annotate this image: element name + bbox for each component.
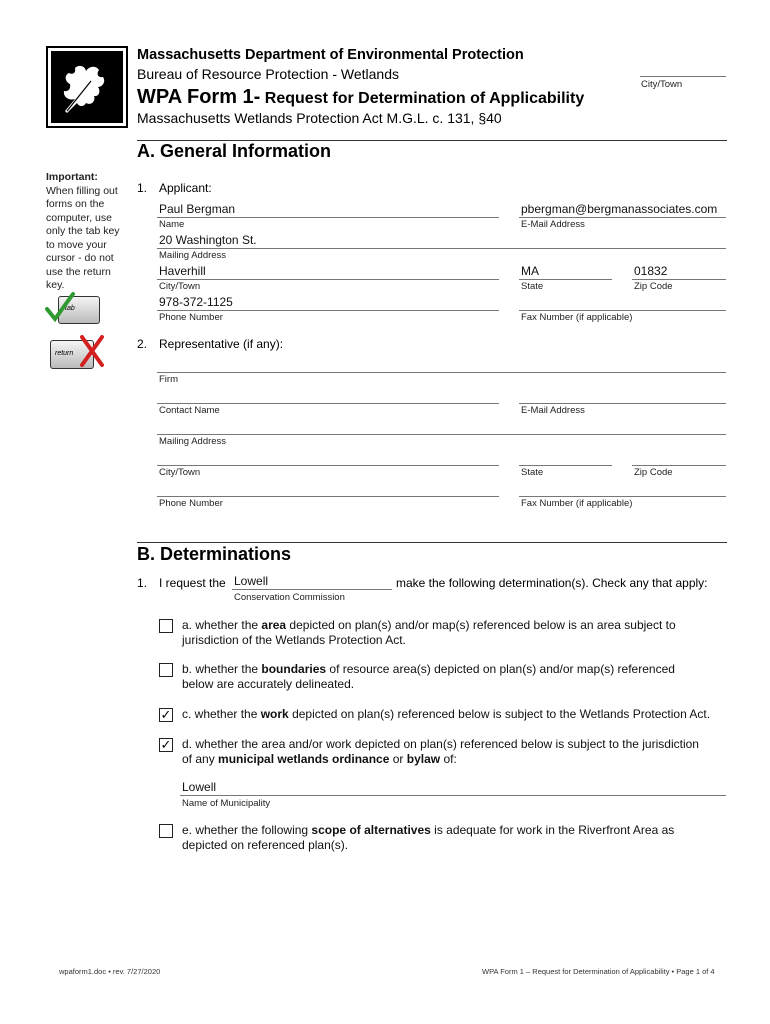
rep-email-label: E-Mail Address: [521, 405, 585, 416]
footer-right: WPA Form 1 – Request for Determination of Applicability • Page 1 of 4: [482, 967, 715, 976]
oak-leaf-icon: [51, 51, 123, 123]
important-line: forms on the: [46, 198, 105, 210]
request-suffix: make the following determination(s). Check any that apply:: [396, 576, 708, 590]
footer-left: wpaform1.doc • rev. 7/27/2020: [59, 967, 161, 976]
bureau-name: Bureau of Resource Protection - Wetlands: [137, 66, 399, 82]
important-line: computer, use: [46, 211, 112, 224]
applicant-zip-label: Zip Code: [634, 281, 673, 292]
checkmark-icon: ✓: [160, 707, 172, 722]
important-line: only the tab key: [46, 225, 120, 237]
rep-contact-line[interactable]: [157, 403, 499, 404]
form-title: WPA Form 1- Request for Determination of Applicability: [137, 86, 585, 108]
rep-city-line[interactable]: [157, 465, 499, 466]
applicant-email-field[interactable]: pbergman@bergmanassociates.com: [521, 202, 718, 216]
applicant-zip-field[interactable]: 01832: [634, 264, 668, 278]
applicant-name-line: [157, 217, 499, 218]
request-prefix: I request the: [159, 576, 226, 590]
applicant-address-line: [157, 248, 726, 249]
applicant-name-field[interactable]: Paul Bergman: [159, 202, 236, 216]
rep-phone-label: Phone Number: [159, 498, 223, 509]
option-c-text: c. whether the work depicted on plan(s) referenced below is subject to the Wetlands Protection Act.: [182, 707, 711, 721]
applicant-email-label: E-Mail Address: [521, 219, 585, 230]
rep-zip-line[interactable]: [632, 465, 726, 466]
rep-state-line[interactable]: [519, 465, 612, 466]
applicant-email-line: [519, 217, 726, 218]
applicant-state-label: State: [521, 281, 544, 292]
rep-email-line[interactable]: [519, 403, 726, 404]
conservation-commission-field[interactable]: Lowell: [234, 574, 269, 588]
return-key-icon: return: [50, 340, 94, 369]
section-b-heading: B. Determinations: [137, 544, 292, 564]
option-b-checkbox[interactable]: [159, 663, 173, 677]
rep-city-label: City/Town: [159, 467, 201, 478]
important-line: to move your: [46, 238, 107, 251]
rep-state-label: State: [521, 467, 544, 478]
applicant-label: Applicant:: [159, 181, 212, 195]
option-a-checkbox[interactable]: [159, 619, 173, 633]
option-c-checkbox[interactable]: [159, 708, 173, 722]
applicant-city-label: City/Town: [159, 281, 201, 292]
municipality-label: Name of Municipality: [182, 798, 271, 809]
applicant-address-label: Mailing Address: [159, 250, 227, 261]
red-x-icon: [78, 334, 106, 368]
rep-label: Representative (if any):: [159, 337, 284, 351]
applicant-fax-line[interactable]: [519, 310, 726, 311]
rep-firm-label: Firm: [159, 374, 178, 385]
rep-address-line[interactable]: [157, 434, 726, 435]
rep-phone-line[interactable]: [157, 496, 499, 497]
important-line: use the return: [46, 265, 111, 278]
rep-fax-line[interactable]: [519, 496, 726, 497]
option-d-checkbox[interactable]: [159, 738, 173, 752]
rep-fax-label: Fax Number (if applicable): [521, 498, 633, 509]
rep-contact-label: Contact Name: [159, 405, 220, 416]
dep-logo: [46, 46, 128, 128]
city-town-header-label: City/Town: [641, 79, 683, 90]
municipality-line: [180, 795, 726, 796]
city-town-line[interactable]: [640, 76, 726, 77]
rep-address-label: Mailing Address: [159, 436, 227, 447]
commission-line: [232, 589, 392, 590]
rep-zip-label: Zip Code: [634, 467, 673, 478]
applicant-phone-label: Phone Number: [159, 312, 223, 323]
option-a-text: a. whether the area depicted on plan(s) and/or map(s) referenced below is an area subject to jurisdiction of the Wetlands Protection Act.: [182, 618, 676, 647]
applicant-name-label: Name: [159, 219, 185, 230]
option-d-text: d. whether the area and/or work depicted on plan(s) referenced below is subject to the jurisdiction of any municipal wetlands ordinance or bylaw of:: [182, 737, 699, 766]
commission-label: Conservation Commission: [234, 592, 345, 603]
checkmark-icon: ✓: [160, 737, 172, 752]
applicant-phone-field[interactable]: 978-372-1125: [159, 295, 233, 309]
applicant-city-line: [157, 279, 499, 280]
important-line: cursor - do not: [46, 252, 114, 264]
option-e-text: e. whether the following scope of alternatives is adequate for work in the Riverfront Area as depicted on referenced plan(s).: [182, 823, 675, 852]
green-check-icon: [44, 292, 76, 324]
section-b-divider: [137, 542, 727, 543]
applicant-city-field[interactable]: Haverhill: [159, 264, 206, 278]
applicant-state-line: [519, 279, 612, 280]
rep-number: 2.: [137, 337, 148, 351]
applicant-state-field[interactable]: MA: [521, 264, 539, 278]
applicant-number: 1.: [137, 181, 148, 195]
section-a-heading: A. General Information: [137, 141, 332, 161]
important-line: When filling out: [46, 184, 118, 197]
tab-key-icon: tab: [58, 296, 100, 324]
rep-firm-line[interactable]: [157, 372, 726, 373]
applicant-address-field[interactable]: 20 Washington St.: [159, 233, 257, 247]
applicant-phone-line: [157, 310, 499, 311]
applicant-fax-label: Fax Number (if applicable): [521, 312, 633, 323]
agency-name: Massachusetts Department of Environmental Protection: [137, 47, 524, 63]
important-heading: Important:: [46, 171, 98, 183]
municipality-field[interactable]: Lowell: [182, 780, 217, 794]
option-b-text: b. whether the boundaries of resource area(s) depicted on plan(s) and/or map(s) referenced below are accurately delineated.: [182, 662, 675, 691]
important-note: [46, 171, 131, 293]
applicant-zip-line: [632, 279, 726, 280]
b1-number: 1.: [137, 576, 148, 590]
option-e-checkbox[interactable]: [159, 824, 173, 838]
important-line: key.: [46, 279, 65, 291]
act-reference: Massachusetts Wetlands Protection Act M.G.L. c. 131, §40: [137, 110, 502, 126]
